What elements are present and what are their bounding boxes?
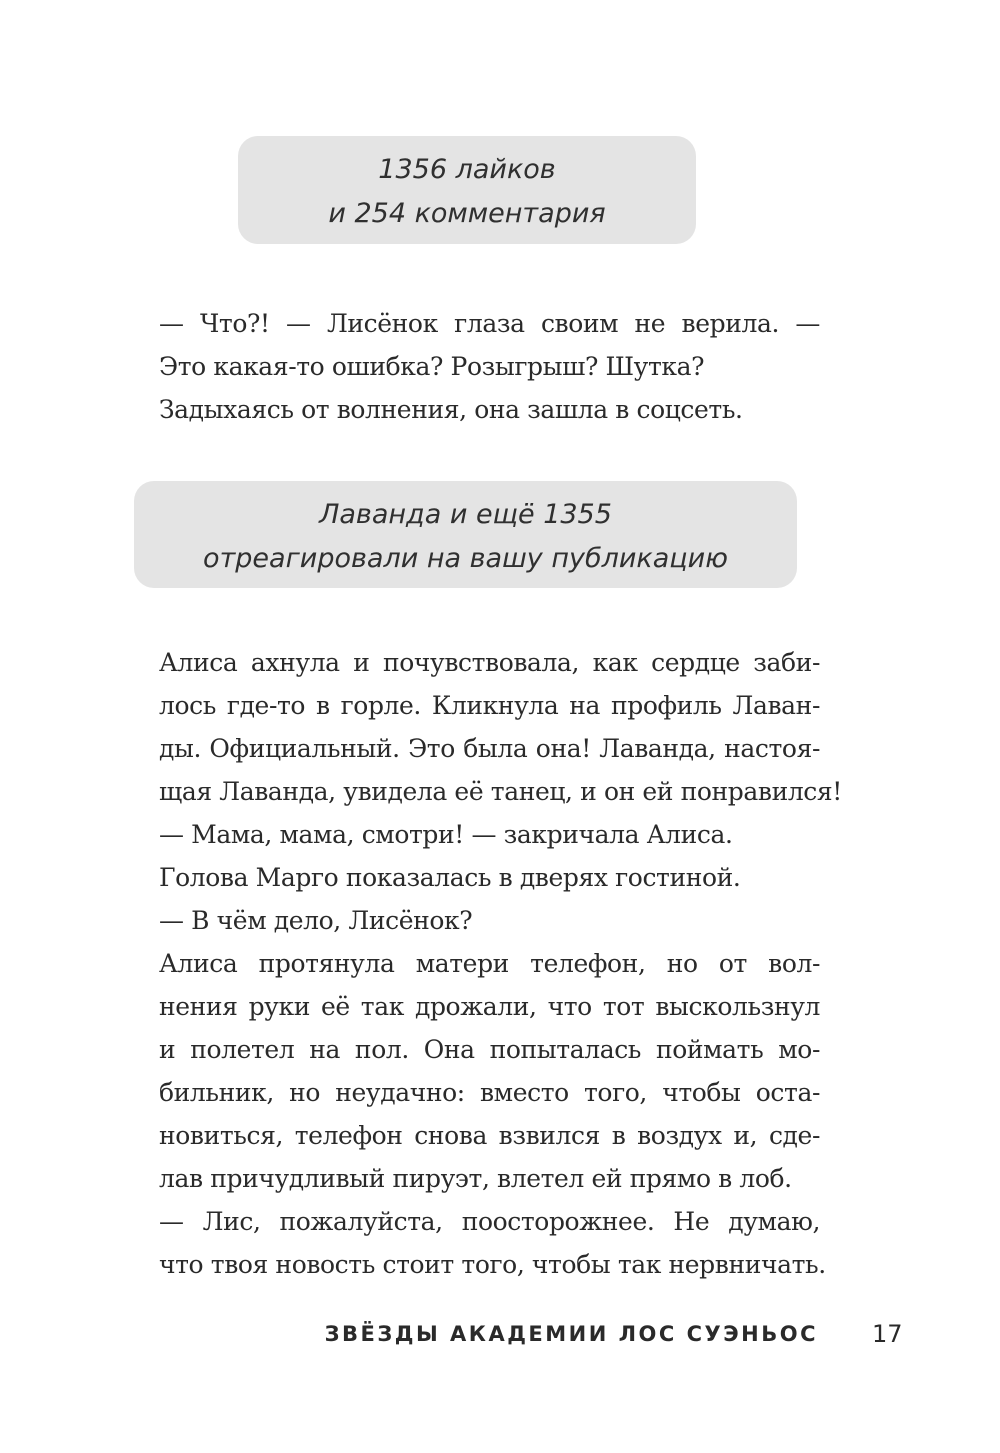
- paragraph: [110, 302, 820, 388]
- text-line: Это какая-то ошибка? Розыгрыш? Шутка?: [159, 352, 705, 381]
- paragraph: [110, 856, 820, 899]
- paragraph: [110, 1200, 826, 1286]
- text-line: и полетел на пол. Она попыталась поймать мо-: [159, 1035, 820, 1064]
- text-line: ды. Официальный. Это была она! Лаванда, настоя-: [159, 734, 820, 763]
- reaction-notification: [134, 481, 797, 588]
- text-line: — В чём дело, Лисёнок?: [159, 906, 473, 935]
- notification-line: Лаванда и ещё 1355: [319, 499, 612, 530]
- page-number: 17: [872, 1320, 903, 1348]
- text-line: — Лис, пожалуйста, поосторожнее. Не думаю,: [159, 1207, 820, 1236]
- text-line: — Что?! — Лисёнок глаза своим не верила. —: [159, 309, 820, 338]
- page-footer: [0, 1322, 1000, 1362]
- text-line: Алиса ахнула и почувствовала, как сердце заби-: [159, 648, 820, 677]
- text-line: щая Лаванда, увидела её танец, и он ей понравился!: [159, 777, 842, 806]
- text-block-1: [110, 302, 820, 431]
- text-block-2: [110, 641, 842, 1286]
- likes-notification: [238, 136, 696, 244]
- paragraph: [110, 641, 842, 813]
- text-line: Алиса протянула матери телефон, но от вол-: [159, 949, 820, 978]
- text-line: лось где-то в горле. Кликнула на профиль Лаван-: [159, 691, 820, 720]
- paragraph: [110, 942, 820, 1200]
- notification-line: 1356 лайков: [378, 154, 556, 185]
- text-line: Голова Марго показалась в дверях гостиной.: [159, 863, 741, 892]
- notification-line: и 254 комментария: [328, 198, 606, 229]
- paragraph: [110, 813, 820, 856]
- text-line: бильник, но неудачно: вместо того, чтобы оста-: [159, 1078, 820, 1107]
- running-title: ЗВЁЗДЫ АКАДЕМИИ ЛОС СУЭНЬОС: [324, 1322, 818, 1346]
- text-line: лав причудливый пируэт, влетел ей прямо в лоб.: [159, 1164, 792, 1193]
- paragraph: [110, 388, 820, 431]
- text-line: что твоя новость стоит того, чтобы так нервничать.: [159, 1250, 826, 1279]
- text-line: новиться, телефон снова взвился в воздух и, сде-: [159, 1121, 820, 1150]
- notification-line: отреагировали на вашу публикацию: [203, 543, 728, 574]
- paragraph: [110, 899, 820, 942]
- text-line: — Мама, мама, смотри! — закричала Алиса.: [159, 820, 733, 849]
- text-line: Задыхаясь от волнения, она зашла в соцсеть.: [159, 395, 743, 424]
- text-line: нения руки её так дрожали, что тот выскользнул: [159, 992, 820, 1021]
